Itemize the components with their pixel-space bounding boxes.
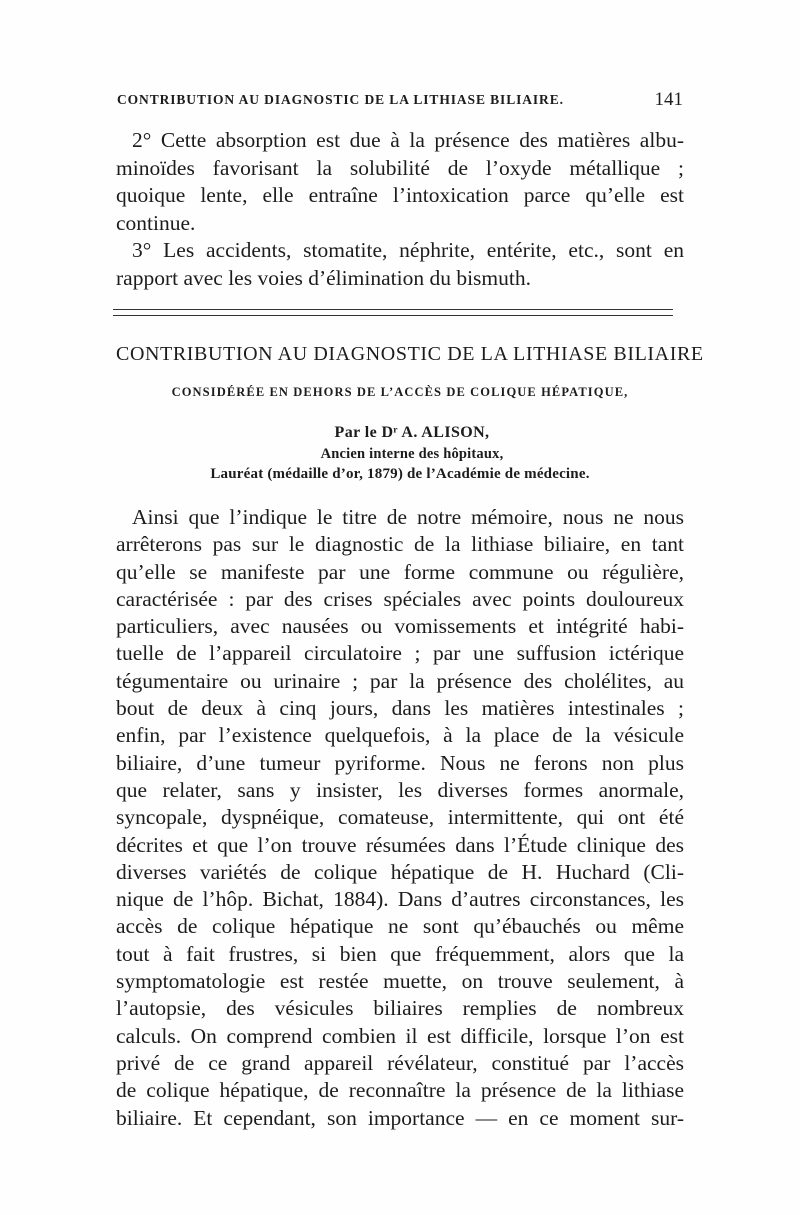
text-line: 3° Les accidents, stomatite, néphrite, entérite, etc., sont en [132, 238, 684, 262]
text-line: l’autopsie, des vésicules biliaires remplies de nombreux [116, 996, 684, 1021]
section-divider-top [113, 309, 673, 310]
text-line: 2° Cette absorption est due à la présence des matières albu- [132, 128, 684, 152]
text-line: calculs. On comprend combien il est difficile, lorsque l’on est [116, 1023, 684, 1048]
text-line: bout de deux à cinq jours, dans les matières intestinales ; [116, 696, 684, 721]
text-line: rapport avec les voies d’élimination du bismuth. [116, 265, 531, 290]
text-line: enfin, par l’existence quelquefois, à la place de la vésicule [116, 723, 684, 748]
text-line: biliaire, d’une tumeur pyriforme. Nous ne ferons non plus [116, 750, 684, 775]
text-line: caractérisée : par des crises spéciales avec points douloureux [116, 586, 684, 611]
author-affiliation: Ancien interne des hôpitaux, [320, 446, 504, 462]
article-body [116, 504, 684, 1132]
text-line: minoïdes favorisant la solubilité de l’oxyde métallique ; [116, 155, 684, 180]
running-head [117, 89, 687, 110]
text-line: décrites et que l’on trouve résumées dans l’Étude clinique des [116, 832, 684, 857]
text-line: arrêterons pas sur le diagnostic de la lithiase biliaire, en tant [116, 532, 684, 557]
text-line: particuliers, avec nausées ou vomissements et intégrité habi- [116, 614, 684, 639]
text-line: que relater, sans y insister, les diverses formes anormale, [116, 777, 684, 802]
text-line: quoique lente, elle entraîne l’intoxication parce qu’elle est [116, 183, 684, 207]
author-distinction: Lauréat (médaille d’or, 1879) de l’Académie de médecine. [210, 466, 590, 482]
article-subtitle: CONSIDÉRÉE EN DEHORS DE L’ACCÈS DE COLIQUE HÉPATIQUE, [171, 385, 629, 399]
text-line: biliaire. Et cependant, son importance — en ce moment sur- [116, 1105, 684, 1130]
text-line: tout à fait frustres, si bien que fréquemment, alors que la [116, 941, 684, 966]
text-line: syncopale, dyspnéique, comateuse, intermittente, qui ont été [116, 805, 684, 830]
text-line: continue. [116, 210, 196, 235]
text-line: qu’elle se manifeste par une forme commune ou régulière, [116, 559, 684, 584]
previous-section-text [116, 127, 684, 292]
text-line: accès de colique hépatique ne sont qu’ébauchés ou même [116, 914, 684, 939]
text-line: nique de l’hôp. Bichat, 1884). Dans d’autres circonstances, les [116, 887, 684, 912]
text-line: tuelle de l’appareil circulatoire ; par une suffusion ictérique [116, 641, 684, 666]
text-line: diverses variétés de colique hépatique de H. Huchard (Cli- [116, 859, 684, 884]
author-line: Par le Dʳ A. ALISON, [334, 424, 490, 441]
text-line: de colique hépatique, de reconnaître la présence de la lithiase [116, 1078, 684, 1103]
text-line: symptomatologie est restée muette, on trouve seulement, à [116, 969, 684, 994]
running-head-title: CONTRIBUTION AU DIAGNOSTIC DE LA LITHIASE BILIAIRE. [117, 92, 564, 107]
article-title: CONTRIBUTION AU DIAGNOSTIC DE LA LITHIASE BILIAIRE [116, 343, 704, 365]
section-divider-bottom [113, 315, 673, 316]
page-number: 141 [654, 89, 683, 110]
text-line: tégumentaire ou urinaire ; par la présence des cholélites, au [116, 668, 684, 693]
text-line: Ainsi que l’indique le titre de notre mémoire, nous ne nous [132, 505, 684, 529]
text-line: privé de ce grand appareil révélateur, constitué par l’accès [116, 1050, 684, 1075]
